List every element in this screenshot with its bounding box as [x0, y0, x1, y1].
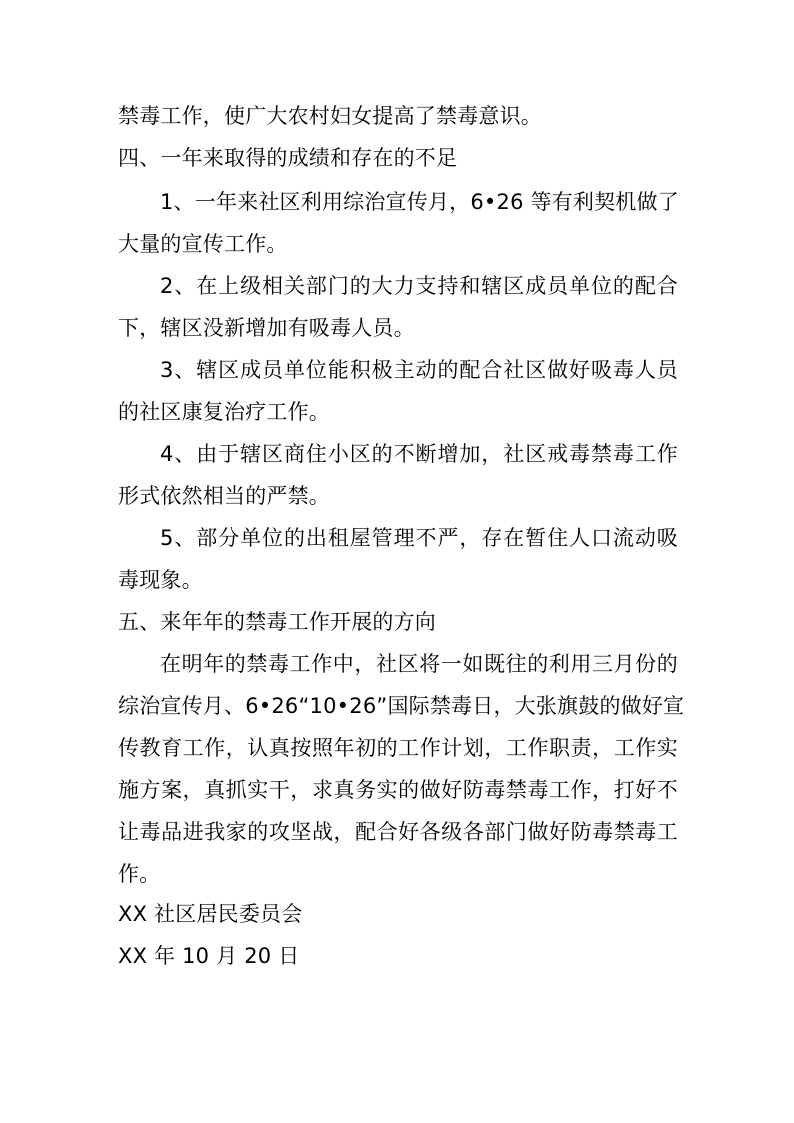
signature-date: XX 年 10 月 20 日 — [118, 944, 300, 968]
section-heading: 四、一年来取得的成绩和存在的不足 — [118, 146, 458, 170]
text-line: 禁毒工作，使广大农村妇女提高了禁毒意识。 — [118, 104, 542, 128]
text-line: 形式依然相当的严禁。 — [118, 484, 330, 508]
text-line: 在明年的禁毒工作中，社区将一如既往的利用三月份的 — [160, 652, 678, 676]
text-line: 综治宣传月、6•26“10•26”国际禁毒日，大张旗鼓的做好宣 — [118, 694, 685, 718]
text-line: 让毒品进我家的攻坚战，配合好各级各部门做好防毒禁毒工 — [118, 820, 678, 844]
text-line: 1、一年来社区利用综治宣传月，6•26 等有利契机做了 — [160, 190, 679, 214]
text-line: 2、在上级相关部门的大力支持和辖区成员单位的配合 — [160, 274, 678, 298]
text-line: 的社区康复治疗工作。 — [118, 400, 330, 424]
text-line: 大量的宣传工作。 — [118, 232, 288, 256]
text-line: 毒现象。 — [118, 568, 203, 592]
text-line: 4、由于辖区商住小区的不断增加，社区戒毒禁毒工作 — [160, 442, 678, 466]
section-heading: 五、来年年的禁毒工作开展的方向 — [118, 610, 436, 634]
text-line: 3、辖区成员单位能积极主动的配合社区做好吸毒人员 — [160, 358, 678, 382]
signature-organization: XX 社区居民委员会 — [118, 902, 303, 926]
text-line: 5、部分单位的出租屋管理不严，存在暂住人口流动吸 — [160, 526, 678, 550]
text-line: 作。 — [118, 862, 161, 886]
text-line: 施方案，真抓实干，求真务实的做好防毒禁毒工作，打好不 — [118, 778, 678, 802]
text-line: 下，辖区没新增加有吸毒人员。 — [118, 316, 415, 340]
text-line: 传教育工作，认真按照年初的工作计划，工作职责，工作实 — [118, 736, 678, 760]
